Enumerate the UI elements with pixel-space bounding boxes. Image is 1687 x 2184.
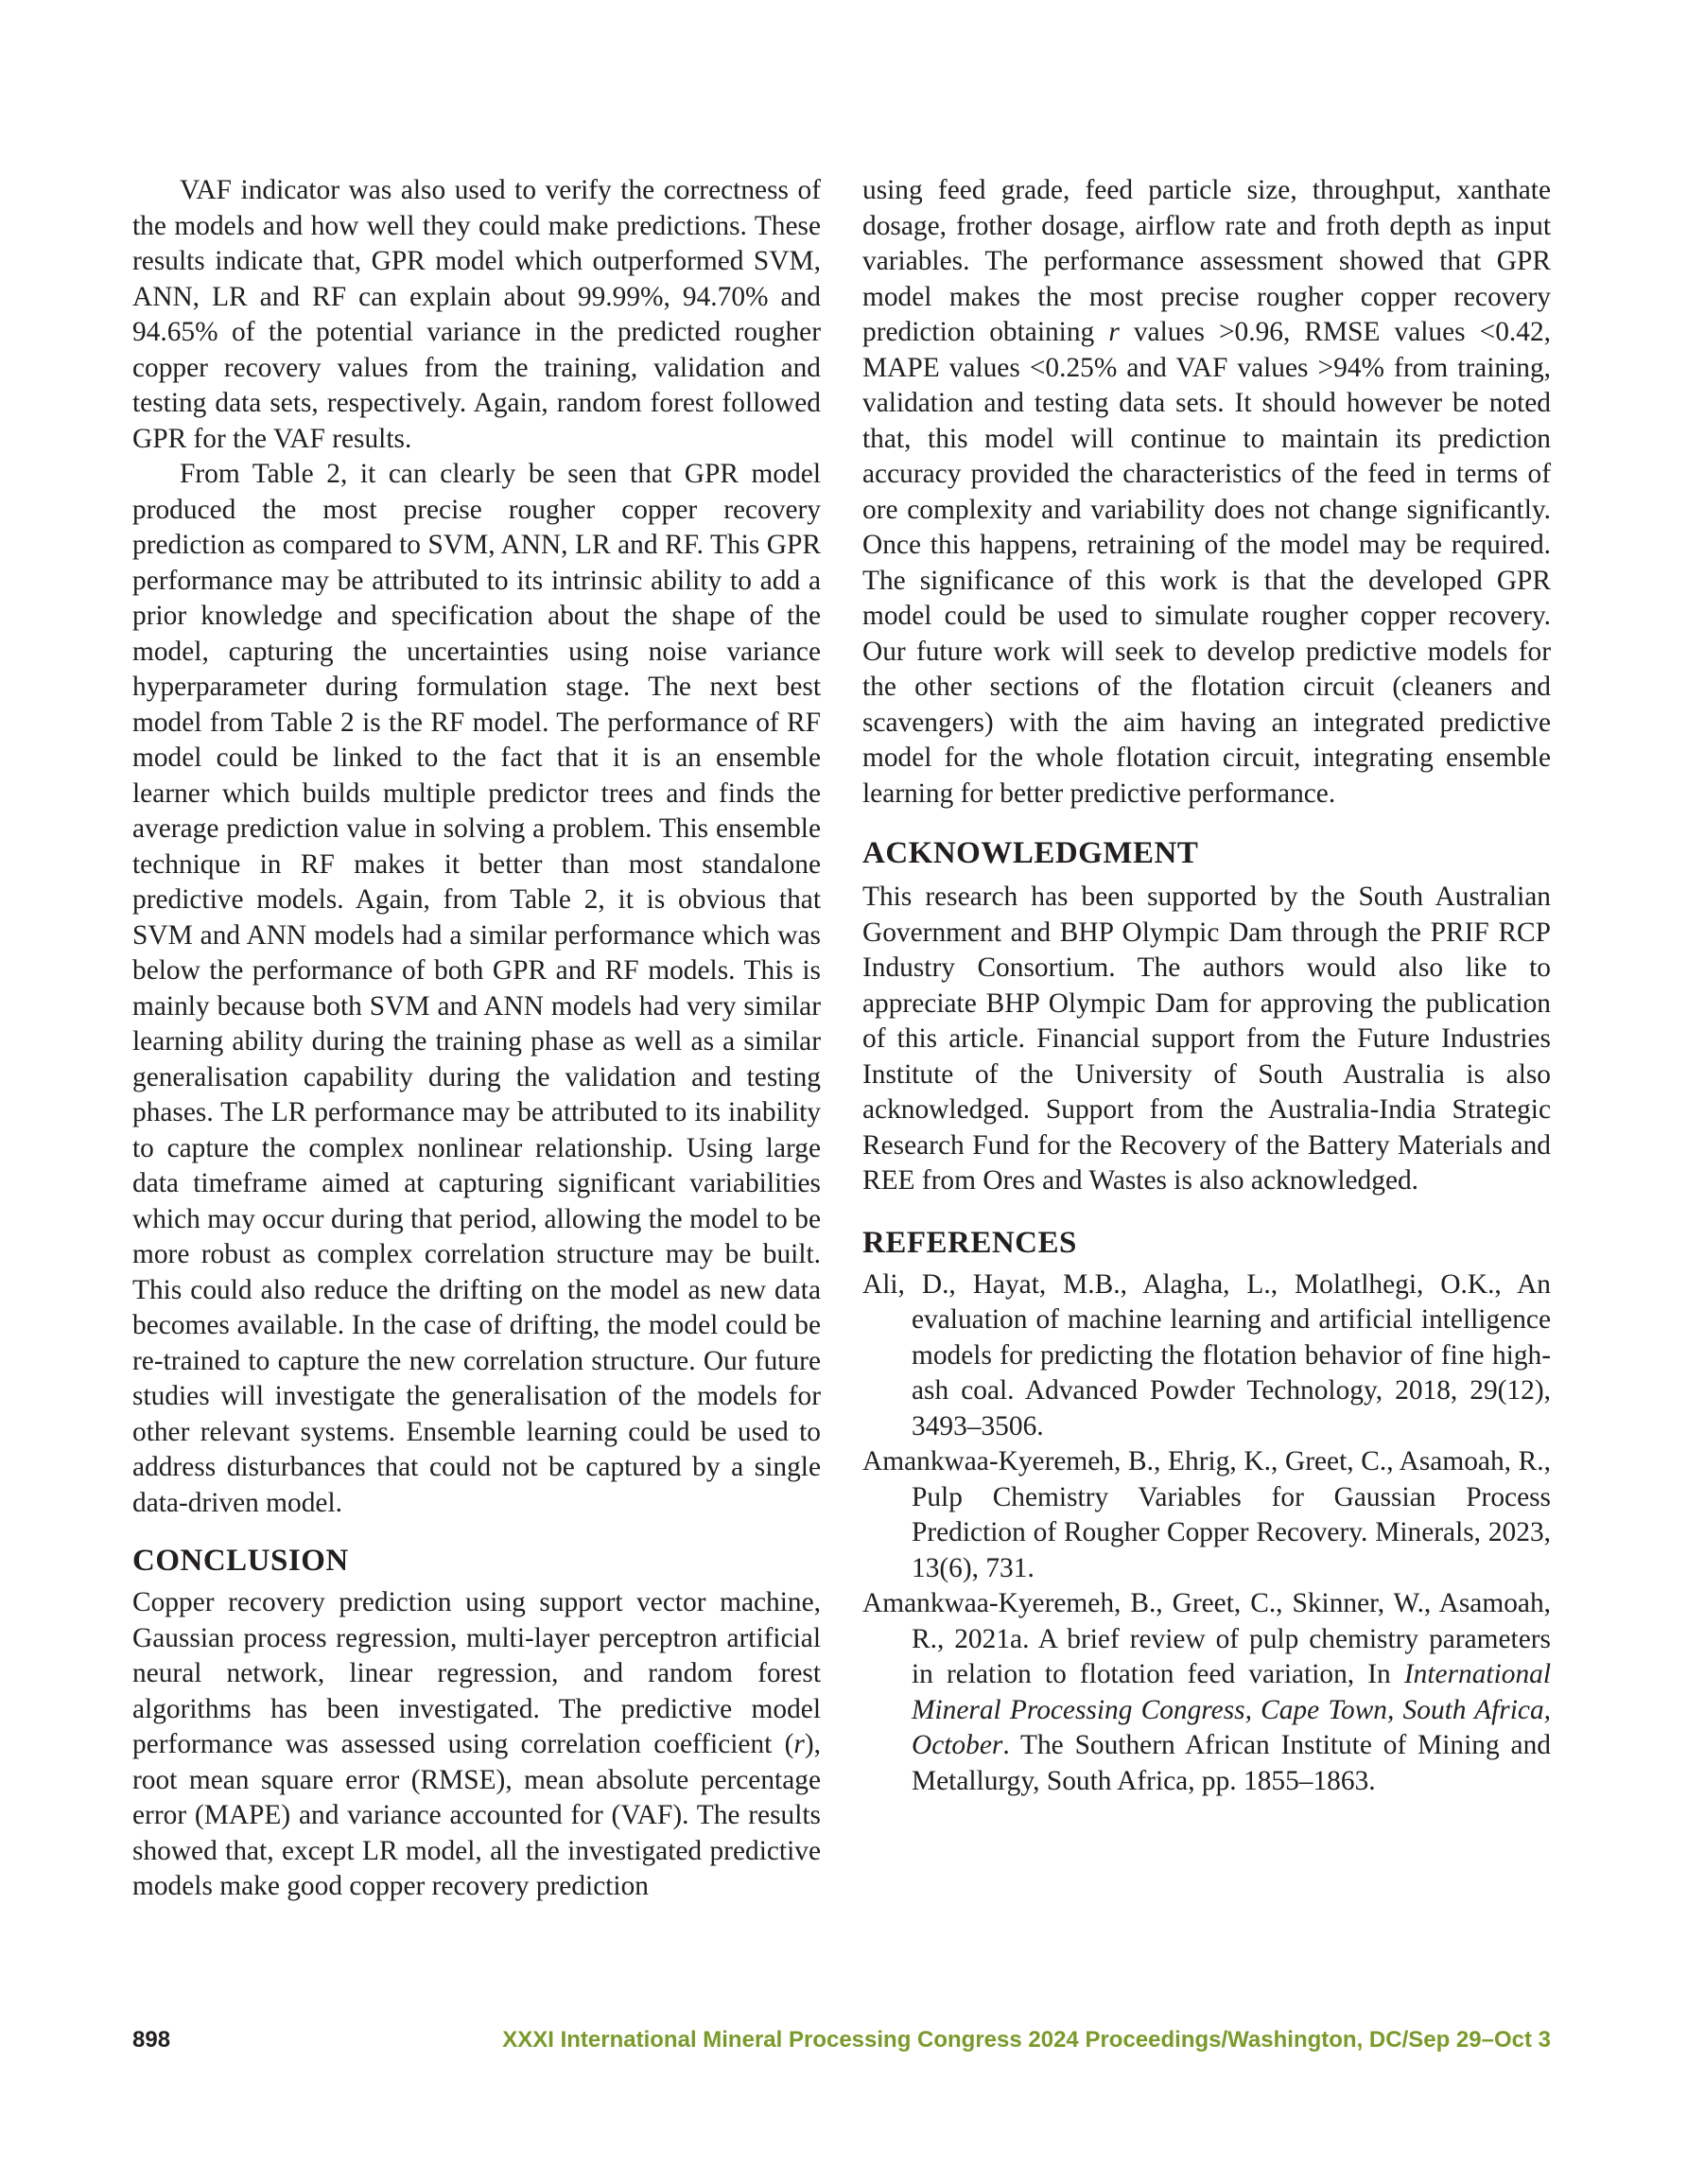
conclusion-text-part2: ), root mean square error (RMSE), mean absolute percentage error (MAPE) and variance accounted for (VAF). The results showed that, except LR model, all the investigated predictive models make good copper recovery prediction <box>132 1729 821 1901</box>
conclusion-heading: CONCLUSION <box>132 1544 349 1578</box>
reference-item <box>862 1586 1551 1799</box>
conclusion-cont-r-symbol: r <box>1108 317 1120 347</box>
conclusion-text-part1: Copper recovery prediction using support vector machine, Gaussian process regression, multi-layer perceptron artificial neural network, linear regression, and random forest algorithms has been investigated. The predictive model performance was assessed using correlation coefficient ( <box>132 1587 821 1759</box>
conclusion-cont-part2: values >0.96, RMSE values <0.42, MAPE values <0.25% and VAF values >94% from training, validation and testing data sets. It should however be noted that, this model will continue to maintain its prediction accuracy provided the characteristics of the feed in terms of ore complexity and variability does not change significantly. Once this happens, retraining of the model may be required. The significance of this work is that the developed GPR model could be used to simulate rougher copper recovery. Our future work will seek to develop predictive models for the other sections of the flotation circuit (cleaners and scavengers) with the aim having an integrated predictive model for the whole flotation circuit, integrating ensemble learning for better predictive performance. <box>862 317 1552 809</box>
reference-text-italic: International Mineral Processing Congress, Cape Town, South Africa, October <box>912 1659 1551 1760</box>
reference-text-pre: Amankwaa-Kyeremeh, B., Greet, C., Skinner, W., Asamoah, R., 2021a. A brief review of pulp chemistry parameters in relation to flotation feed variation, In <box>862 1588 1551 1689</box>
page-number: 898 <box>132 2027 171 2053</box>
reference-item: Amankwaa-Kyeremeh, B., Ehrig, K., Greet, C., Asamoah, R., Pulp Chemistry Variables for Gaussian Process Prediction of Rougher Copper Recovery. Minerals, 2023, 13(6), 731. <box>862 1446 1551 1583</box>
page-footer <box>132 2024 1551 2056</box>
running-footer-title: XXXI International Mineral Processing Congress 2024 Proceedings/Washington, DC/Sep 29–Oct 3 <box>502 2027 1551 2053</box>
paragraph-table2-discussion: From Table 2, it can clearly be seen that GPR model produced the most precise rougher copper recovery prediction as compared to SVM, ANN, LR and RF. This GPR performance may be attributed to its intrinsic ability to add a prior knowledge and specification about the shape of the model, capturing the uncertainties using noise variance hyperparameter during formulation stage. The next best model from Table 2 is the RF model. The performance of RF model could be linked to the fact that it is an ensemble learner which builds multiple predictor trees and finds the average prediction value in solving a problem. This ensemble technique in RF makes it better than most standalone predictive models. Again, from Table 2, it is obvious that SVM and ANN models had a similar performance which was below the performance of both GPR and RF models. This is mainly because both SVM and ANN models had very similar learning ability during the training phase as well as a similar generalisation capability during the validation and testing phases. The LR performance may be attributed to its inability to capture the complex nonlinear relationship. Using large data timeframe aimed at capturing significant variabilities which may occur during that period, allowing the model to be more robust as complex correlation structure may be built. This could also reduce the drifting on the model as new data becomes available. In the case of drifting, the model could be re-trained to capture the new correlation structure. Our future studies will investigate the generalisation of the models for other relevant systems. Ensemble learning could be used to address disturbances that could not be captured by a single data-driven model. <box>132 459 821 1518</box>
paragraph-acknowledgment: This research has been supported by the South Australian Government and BHP Olympic Dam through the PRIF RCP Industry Consortium. The authors would also like to appreciate BHP Olympic Dam for approving the publication of this article. Financial support from the Future Industries Institute of the University of South Australia is also acknowledged. Support from the Australia-India Strategic Research Fund for the Recovery of the Battery Materials and REE from Ores and Wastes is also acknowledged. <box>862 882 1551 1196</box>
paragraph-conclusion-continued <box>862 173 1551 812</box>
left-column <box>132 173 821 1905</box>
conclusion-cont-part1: using feed grade, feed particle size, throughput, xanthate dosage, frother dosage, airflow rate and froth depth as input variables. The performance assessment showed that GPR model makes the most precise rougher copper recovery prediction obtaining <box>862 175 1551 347</box>
paragraph-vaf: VAF indicator was also used to verify the correctness of the models and how well they could make predictions. These results indicate that, GPR model which outperformed SVM, ANN, LR and RF can explain about 99.99%, 94.70% and 94.65% of the potential variance in the predicted rougher copper recovery values from the training, validation and testing data sets, respectively. Again, random forest followed GPR for the VAF results. <box>132 175 821 454</box>
reference-list <box>862 1267 1551 1800</box>
conclusion-r-symbol: r <box>793 1729 805 1759</box>
paragraph-conclusion <box>132 1585 821 1905</box>
right-column <box>862 173 1551 1799</box>
reference-item: Ali, D., Hayat, M.B., Alagha, L., Molatlhegi, O.K., An evaluation of machine learning and artificial intelligence models for predicting the flotation behavior of fine high-ash coal. Advanced Powder Technology, 2018, 29(12), 3493–3506. <box>862 1268 1551 1441</box>
reference-text-post: . The Southern African Institute of Mining and Metallurgy, South Africa, pp. 1855–1863. <box>912 1730 1551 1796</box>
acknowledgment-heading: ACKNOWLEDGMENT <box>862 836 1199 870</box>
references-heading: REFERENCES <box>862 1225 1077 1260</box>
